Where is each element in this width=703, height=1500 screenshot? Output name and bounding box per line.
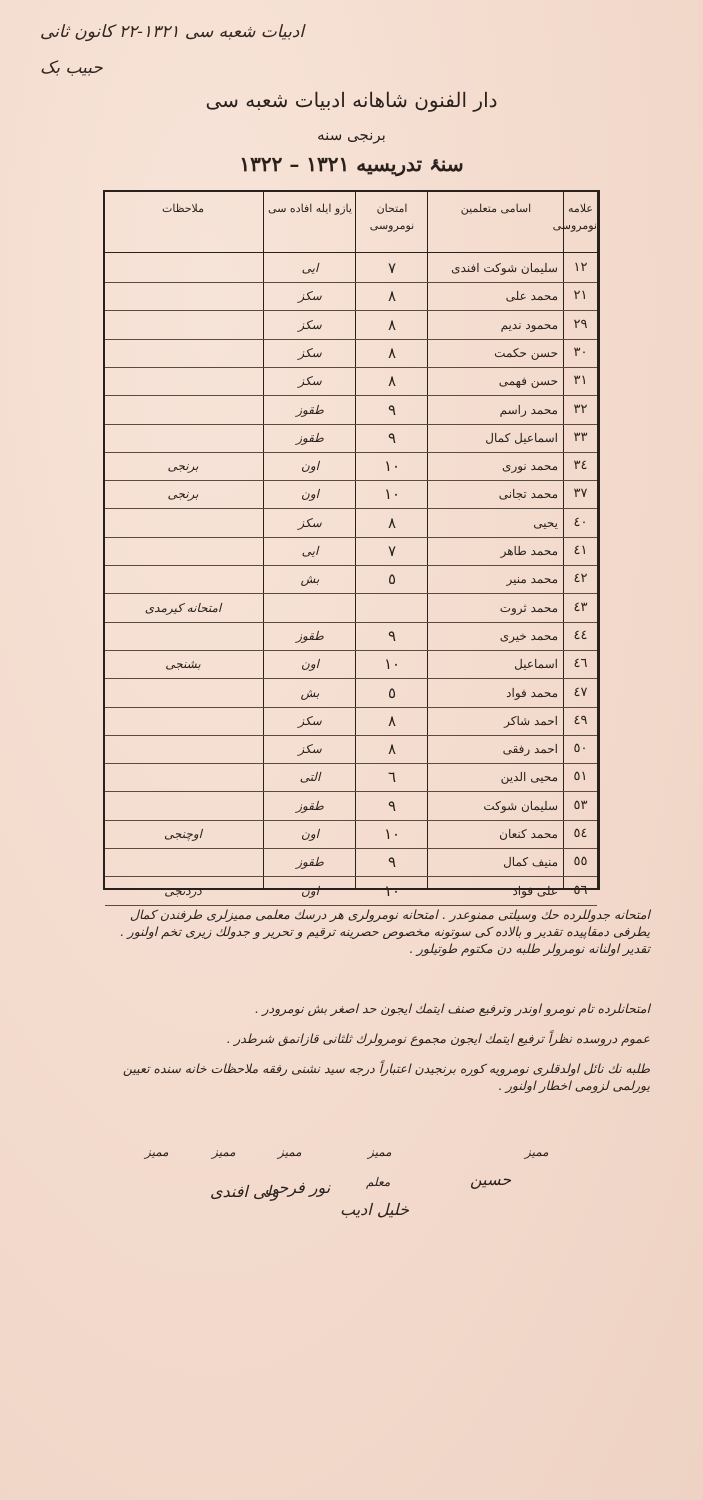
row-remark	[102, 792, 264, 820]
row-exam-grade: ١٠	[383, 825, 401, 843]
row-exam-grade: ٨	[387, 372, 397, 391]
row-remark	[102, 367, 264, 395]
header-notes: ملاحظات	[162, 202, 204, 215]
row-number: ٤٩	[573, 712, 588, 728]
row-number: ٣٧	[573, 486, 588, 502]
row-student-name: محمد علی	[505, 289, 558, 304]
table-row	[105, 820, 597, 849]
row-grade-in-words: سکز	[298, 742, 322, 757]
table-row	[105, 537, 597, 566]
table-row	[105, 424, 597, 453]
instruction-paragraph-1: امتحانه جدوللرده حك وسيلتی ممنوعدر . امتحانه نومرولری هر درسك معلمی ممیزلری طرفندن کمال يطرفی دمقاپيده تقدير و بالاده کی سوتونه مخصوص حصرینه ترقيم و تحرير و جدولك زيری تخم اولنور . تقدير اولنانه نومرولر طلبه دن مکتوم طوتيلور .	[119, 907, 650, 956]
row-exam-grade: ٩	[387, 626, 397, 645]
row-student-name: حسن حکمت	[494, 345, 558, 360]
row-number: ٥٦	[573, 882, 588, 898]
row-number: ٥٤	[573, 826, 588, 841]
row-exam-grade: ٨	[387, 287, 397, 306]
table-row	[105, 594, 597, 623]
row-number: ٥٥	[573, 854, 588, 870]
table-row	[105, 622, 597, 651]
examiner-label-2: ممیز	[368, 1145, 392, 1159]
row-remark: برنجی	[167, 459, 199, 474]
table-row	[105, 339, 597, 368]
examiner-label-4: ممیز	[212, 1145, 236, 1159]
row-student-name: محمد خيری	[499, 628, 558, 643]
signature-1: حسين	[470, 1170, 512, 1189]
row-remark	[102, 735, 264, 763]
row-grade-in-words: اون	[301, 459, 319, 474]
row-student-name: محمد تجانی	[498, 487, 558, 502]
row-exam-grade: ٩	[387, 796, 397, 815]
table-row	[105, 792, 597, 821]
row-number: ٤٢	[573, 571, 588, 587]
row-student-name: محمد طاهر	[500, 544, 558, 558]
row-remark: اوچنجی	[164, 827, 202, 841]
row-exam-grade: ٥	[387, 570, 397, 589]
row-student-name: محمد فواد	[506, 685, 558, 700]
row-grade-in-words: طقوز	[296, 628, 324, 643]
row-student-name: محمد نوری	[502, 459, 558, 474]
row-student-name: سليمان شوکت	[483, 798, 558, 813]
row-remark: برنجی	[167, 487, 199, 502]
row-number: ٤٧	[573, 684, 588, 700]
row-student-name: محمد ثروت	[499, 600, 558, 615]
table-row	[105, 877, 597, 906]
row-number: ٢٩	[573, 316, 588, 332]
row-exam-grade: ١٠	[383, 881, 401, 900]
row-remark	[102, 282, 264, 310]
row-number: ١٢	[573, 260, 588, 275]
row-number: ٥١	[573, 769, 588, 785]
row-remark: بشنجی	[165, 657, 201, 672]
row-exam-grade: ٨	[387, 343, 397, 362]
row-number: ٤٦	[573, 656, 588, 672]
row-grade-in-words: اون	[301, 657, 319, 672]
row-grade-in-words: ایی	[301, 261, 319, 275]
table-row	[105, 480, 597, 509]
instruction-paragraph-2: امتحانلرده تام نومرو اوندر وترفيع صنف ايتمك ايجون حد اصغر بش نومرودر .	[254, 1001, 650, 1016]
row-exam-grade: ٩	[387, 428, 397, 447]
header-word: يازو ايله افاده سی	[268, 202, 352, 215]
row-student-name: محيی الدين	[500, 770, 558, 785]
table-row	[105, 509, 597, 538]
row-student-name: احمد رفقی	[502, 742, 558, 757]
row-exam-grade: ٨	[387, 711, 397, 730]
row-number: ٣٠	[573, 344, 588, 360]
row-grade-in-words: سکز	[298, 374, 322, 389]
row-exam-grade: ١٠	[383, 655, 401, 674]
row-exam-grade: ٨	[387, 315, 397, 334]
row-remark	[102, 565, 264, 593]
row-remark	[102, 537, 264, 565]
table-row	[105, 763, 597, 792]
row-exam-grade: ٦	[387, 768, 397, 787]
row-exam-grade: ٧	[387, 542, 397, 560]
table-row	[105, 650, 597, 679]
row-grade-in-words: سکز	[298, 317, 322, 332]
table-row	[105, 396, 597, 425]
row-grade-in-words: سکز	[298, 289, 322, 304]
corner-note-1: ادبيات شعبه سی ١٣٢١-٢٢ کانون ثانی	[40, 22, 305, 42]
year-level: برنجی سنه	[317, 126, 386, 144]
row-student-name: علی فواد	[512, 883, 558, 898]
row-grade-in-words: اون	[301, 827, 319, 841]
row-number: ٣٤	[573, 458, 588, 474]
signature-3: نور فرحی	[265, 1178, 331, 1197]
signature-2: خليل ادیب	[340, 1200, 409, 1219]
row-exam-grade: ٩	[387, 853, 397, 872]
row-grade-in-words: بش	[300, 572, 320, 587]
row-exam-grade: ١٠	[383, 485, 401, 504]
row-number: ٥٠	[573, 741, 588, 757]
row-remark: دردنجی	[164, 883, 202, 898]
row-grade-in-words: سکز	[298, 515, 322, 530]
table-row	[105, 735, 597, 764]
grades-table	[103, 190, 600, 900]
instruction-paragraph-4: طلبه نك نائل اولدقلری نومرويه کوره برنجيدن اعتباراً درجه سيد نشنی رفقه ملاحظات خانه سنده تعيين يورلمی لزومی اخطار اولنور .	[122, 1061, 650, 1093]
row-grade-in-words: طقوز	[296, 855, 324, 870]
row-number: ٣١	[573, 373, 588, 389]
row-grade-in-words: طقوز	[296, 402, 324, 417]
row-number: ٣٣	[573, 429, 588, 445]
table-row	[105, 452, 597, 481]
row-student-name: منيف کمال	[503, 855, 558, 870]
row-remark	[102, 254, 264, 282]
row-number: ٤١	[573, 543, 588, 558]
row-exam-grade	[356, 594, 428, 622]
signature-4: ولی افندی	[210, 1182, 279, 1201]
row-remark	[102, 509, 264, 537]
row-student-name: محمد کنعان	[499, 827, 558, 841]
table-row	[105, 282, 597, 311]
row-grade-in-words	[264, 594, 356, 622]
row-student-name: احمد شاکر	[504, 713, 558, 728]
row-exam-grade: ٨	[387, 513, 397, 532]
row-number: ٤٤	[573, 627, 588, 643]
header-name: اسامی متعلمين	[460, 202, 532, 215]
table-row	[105, 679, 597, 708]
header-number: علامه نومروسی	[552, 202, 597, 232]
row-remark	[102, 848, 264, 876]
examiner-label-5: ممیز	[145, 1145, 169, 1159]
row-remark	[102, 679, 264, 707]
row-grade-in-words: ایی	[301, 544, 319, 558]
row-remark	[102, 763, 264, 791]
table-row	[105, 367, 597, 396]
teacher-label: معلم	[366, 1175, 391, 1189]
examiner-label-1: ممیز	[525, 1145, 549, 1159]
instruction-paragraph-3: عموم دروسده نظراً ترفيع ايتمك ايجون مجموع نومرولرك ثلثانی قازانمق شرطدر .	[226, 1031, 650, 1046]
row-grade-in-words: اون	[301, 883, 319, 898]
row-number: ٢١	[573, 288, 588, 304]
header-rule	[105, 252, 597, 253]
row-student-name: حسن فهمی	[498, 374, 558, 389]
row-student-name: اسماعيل کمال	[485, 430, 558, 445]
table-row	[105, 848, 597, 877]
row-exam-grade: ٥	[387, 683, 397, 702]
row-student-name: اسماعيل	[514, 657, 558, 672]
row-remark	[102, 339, 264, 367]
row-remark	[102, 622, 264, 650]
row-remark	[102, 424, 264, 452]
examiner-label-3: ممیز	[278, 1145, 302, 1159]
row-grade-in-words: التی	[299, 770, 321, 785]
row-student-name: محمد راسم	[499, 402, 558, 417]
row-student-name: محمد منير	[506, 572, 558, 587]
row-number: ٤٣	[573, 599, 588, 615]
row-remark: امتحانه کيرمدی	[144, 600, 222, 615]
row-remark	[102, 396, 264, 424]
row-grade-in-words: طقوز	[296, 798, 324, 813]
row-grade-in-words: بش	[300, 685, 320, 700]
table-row	[105, 565, 597, 594]
row-grade-in-words: سکز	[298, 713, 322, 728]
row-remark	[102, 707, 264, 735]
academic-year: سنۂ تدريسيه ١٣٢١ – ١٣٢٢	[239, 152, 464, 176]
row-number: ٣٢	[573, 401, 588, 417]
row-number: ٤٠	[573, 514, 588, 530]
row-exam-grade: ٧	[387, 259, 397, 277]
row-exam-grade: ٨	[387, 740, 397, 759]
table-row	[105, 311, 597, 340]
row-grade-in-words: سکز	[298, 345, 322, 360]
row-grade-in-words: طقوز	[296, 430, 324, 445]
header-grade: امتحان نومروسی	[369, 202, 415, 232]
row-student-name: سليمان شوکت افندی	[451, 261, 558, 275]
row-exam-grade: ١٠	[383, 457, 401, 476]
row-grade-in-words: اون	[301, 487, 319, 502]
row-student-name: محمود نديم	[500, 317, 558, 332]
row-exam-grade: ٩	[387, 400, 397, 419]
row-remark	[102, 311, 264, 339]
row-student-name: يحيی	[533, 515, 558, 530]
table-row	[105, 254, 597, 283]
corner-note-2: حبيب بک	[40, 58, 103, 78]
institution-title: دار الفنون شاهانه ادبيات شعبه سی	[205, 88, 498, 112]
table-row	[105, 707, 597, 736]
row-number: ٥٣	[573, 797, 588, 813]
